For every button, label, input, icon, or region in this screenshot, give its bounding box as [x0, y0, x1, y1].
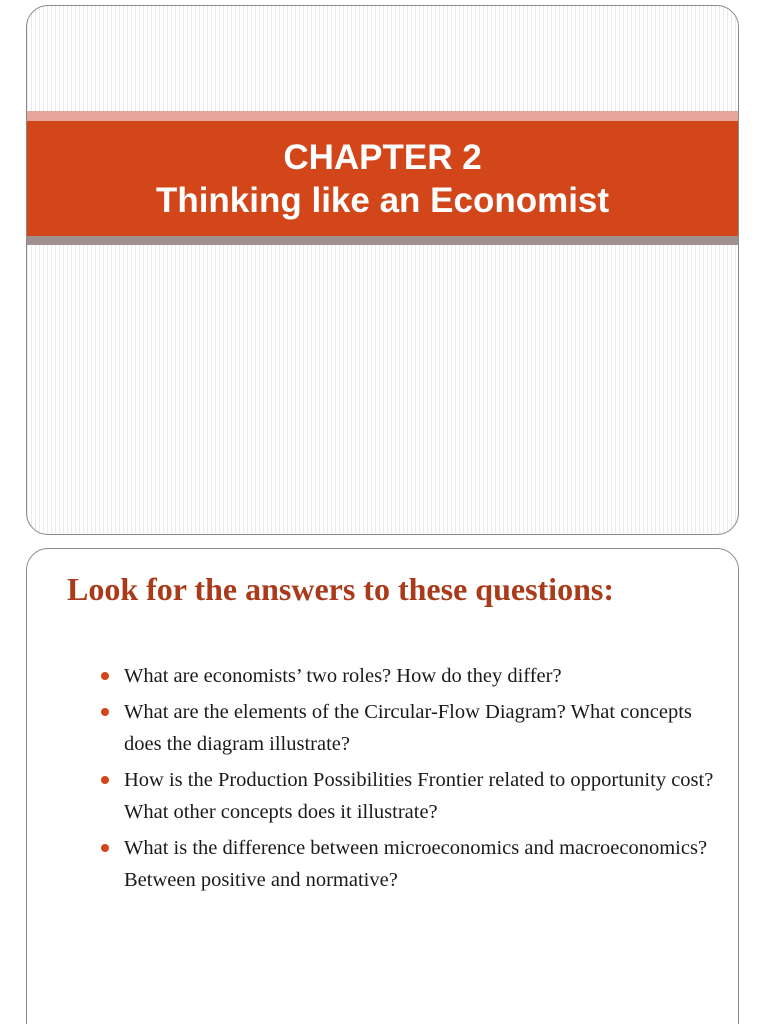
title-band-top-stripe — [27, 111, 738, 121]
questions-slide — [26, 548, 739, 1024]
list-item — [99, 696, 719, 760]
chapter-title: CHAPTER 2 — [283, 137, 482, 177]
list-item — [99, 764, 719, 828]
list-item — [99, 832, 719, 896]
question-text: What is the difference between microeconomics and macroeconomics? Between positive and normative? — [124, 837, 708, 891]
bullet-icon — [101, 776, 109, 784]
list-item — [99, 660, 719, 692]
bullet-icon — [101, 844, 109, 852]
title-band-bottom-stripe — [27, 236, 738, 245]
title-band — [27, 121, 738, 236]
title-slide — [26, 5, 739, 535]
question-text: How is the Production Possibilities Frontier related to opportunity cost? What other concepts does it illustrate? — [124, 769, 714, 823]
bullet-icon — [101, 708, 109, 716]
bullet-icon — [101, 672, 109, 680]
chapter-subtitle: Thinking like an Economist — [155, 180, 610, 220]
question-text: What are the elements of the Circular-Flow Diagram? What concepts does the diagram illustrate? — [124, 701, 692, 755]
question-list — [99, 660, 719, 900]
questions-heading: Look for the answers to these questions: — [67, 571, 614, 607]
question-text: What are economists’ two roles? How do they differ? — [124, 665, 562, 687]
